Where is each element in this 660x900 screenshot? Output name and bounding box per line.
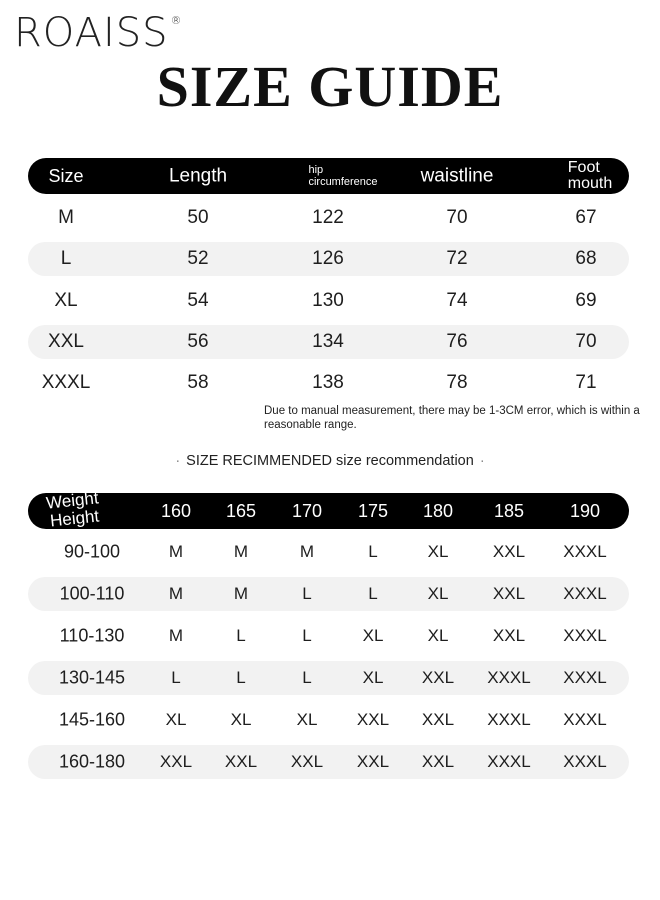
recommended-size-cell: XXXL [563,668,607,687]
recommended-size-cell: L [171,668,181,687]
size-header-cell: Foot mouth [567,159,613,192]
subtitle-dot-left: · [175,453,181,469]
recommended-size-cell: XXL [421,752,455,771]
recommended-size-cell: M [168,626,184,645]
size-table-row [28,366,629,400]
corner-weight-label: Weight [45,488,100,513]
recommended-size-cell: L [302,668,312,687]
weight-range-cell: 160-180 [58,751,126,772]
recommended-size-cell: M [233,584,249,603]
size-value-cell: 126 [312,248,344,269]
height-header-cell: 170 [291,501,323,521]
recommendation-row [28,703,629,737]
weight-range-cell: 130-145 [58,667,126,688]
subtitle-dot-right: · [479,453,485,469]
page-title: SIZE GUIDE [156,54,504,119]
recommended-size-cell: XXL [421,710,455,729]
height-header-cell: 185 [493,501,525,521]
recommended-size-cell: XXXL [563,584,607,603]
size-table-row [28,325,629,359]
recommended-size-cell: XXXL [487,668,531,687]
recommended-size-cell: XL [362,668,384,687]
size-value-cell: 72 [446,248,468,269]
size-value-cell: 56 [187,331,209,352]
size-table-row [28,201,629,235]
brand-logo [14,10,183,56]
size-label-cell: XXL [48,331,84,352]
size-value-cell: 58 [187,372,209,393]
height-header-cell: 160 [160,501,192,521]
recommended-size-cell: XXXL [563,752,607,771]
measurement-note: Due to manual measurement, there may be 1-3CM error, which is within a reasonable range. [264,405,640,431]
recommendation-row [28,577,629,611]
recommended-size-cell: M [168,584,184,603]
size-value-cell: 130 [312,290,344,311]
recommended-size-cell: L [368,542,378,561]
size-value-cell: 76 [446,331,468,352]
recommended-size-cell: L [302,626,312,645]
size-value-cell: 70 [575,331,597,352]
recommended-size-cell: XXL [290,752,324,771]
size-label-cell: XXXL [41,372,91,393]
size-value-cell: 74 [446,290,468,311]
recommendation-row [28,661,629,695]
size-header-cell: Size [48,166,84,186]
size-value-cell: 70 [446,207,468,228]
recommended-size-cell: XL [427,542,449,561]
recommended-size-cell: XL [230,710,252,729]
recommended-size-cell: XXL [492,626,526,645]
recommendation-subtitle [0,453,660,469]
recommended-size-cell: XXL [492,584,526,603]
size-label-cell: XL [54,290,78,311]
size-value-cell: 122 [312,207,344,228]
recommended-size-cell: M [299,542,315,561]
recommended-size-cell: XXL [492,542,526,561]
size-value-cell: 69 [575,290,597,311]
recommended-size-cell: XXXL [563,542,607,561]
size-value-cell: 134 [312,331,344,352]
recommendation-row [28,535,629,569]
recommended-size-cell: XL [427,584,449,603]
recommended-size-cell: L [236,668,246,687]
registered-mark: ® [170,14,183,27]
recommended-size-cell: XXL [356,752,390,771]
recommended-size-cell: XL [296,710,318,729]
weight-range-cell: 100-110 [59,583,125,604]
recommended-size-cell: XXXL [563,626,607,645]
recommended-size-cell: XXXL [487,710,531,729]
size-header-cell: Length [168,165,228,187]
height-header-cell: 190 [569,501,601,521]
size-value-cell: 68 [575,248,597,269]
brand-name: ROAISS [14,10,169,56]
recommended-size-cell: XL [362,626,384,645]
size-table-header [28,158,629,194]
recommendation-row [28,745,629,779]
recommended-size-cell: L [302,584,312,603]
size-label-cell: L [60,248,72,269]
size-header-cell: hip circumference [308,164,378,188]
weight-range-cell: 90-100 [63,541,121,562]
recommendation-table-header [28,488,629,531]
size-label-cell: M [58,207,74,228]
size-value-cell: 78 [446,372,468,393]
size-table-row [28,242,629,276]
recommended-size-cell: XXL [159,752,193,771]
size-value-cell: 71 [575,372,597,393]
recommended-size-cell: L [368,584,378,603]
weight-height-corner [45,488,100,531]
size-value-cell: 67 [575,207,597,228]
size-value-cell: 50 [187,207,209,228]
weight-range-cell: 110-130 [59,625,125,646]
recommended-size-cell: XXXL [487,752,531,771]
height-header-cell: 180 [422,501,454,521]
recommended-size-cell: L [236,626,246,645]
height-header-cell: 165 [225,501,257,521]
recommended-size-cell: XXXL [563,710,607,729]
recommended-size-cell: XXL [356,710,390,729]
size-header-cell: waistline [420,165,494,187]
recommended-size-cell: XXL [421,668,455,687]
recommended-size-cell: M [168,542,184,561]
size-value-cell: 138 [312,372,344,393]
recommended-size-cell: XXL [224,752,258,771]
height-header-cell: 175 [357,501,389,521]
size-value-cell: 54 [187,290,209,311]
corner-height-label: Height [49,506,100,531]
recommended-size-cell: M [233,542,249,561]
recommended-size-cell: XL [165,710,187,729]
weight-range-cell: 145-160 [58,709,126,730]
recommendation-subtitle-text: SIZE RECIMMENDED size recommendation [186,453,474,469]
size-value-cell: 52 [187,248,209,269]
recommended-size-cell: XL [427,626,449,645]
recommendation-row [28,619,629,653]
size-table-row [28,284,629,318]
